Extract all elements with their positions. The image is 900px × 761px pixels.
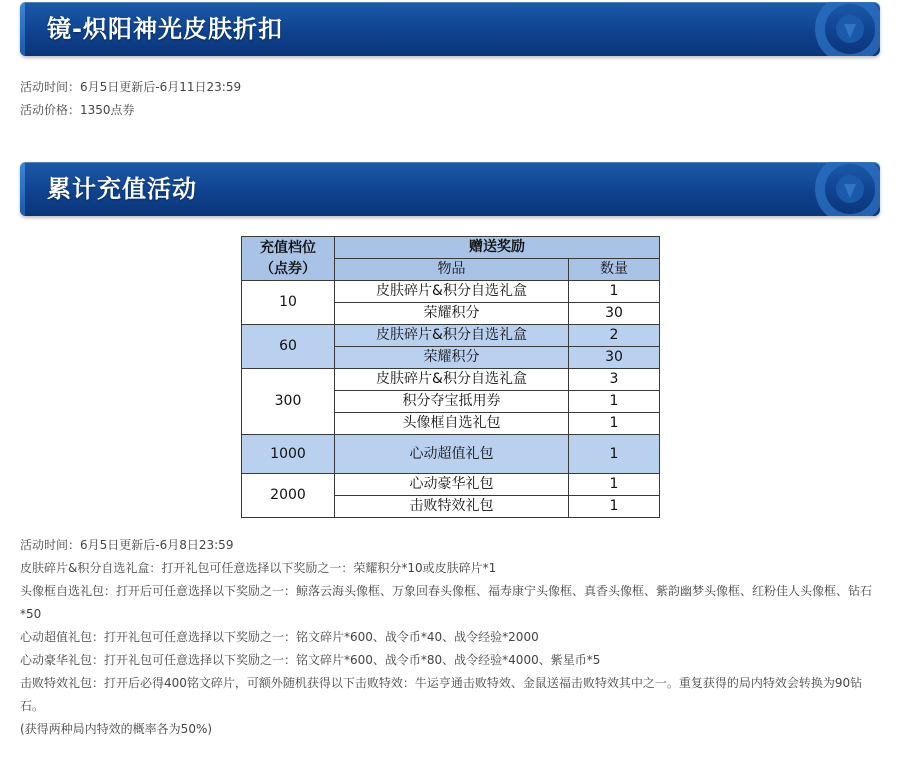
activity-details xyxy=(20,534,882,741)
item-name: 皮肤碎片&积分自选礼盒 xyxy=(335,281,569,303)
item-qty: 1 xyxy=(569,435,660,474)
item-qty: 1 xyxy=(569,496,660,518)
item-name: 心动豪华礼包 xyxy=(335,474,569,496)
details-time: 活动时间：6月5日更新后-6月8日23:59 xyxy=(20,538,234,552)
details-line: 心动豪华礼包：打开礼包可任意选择以下奖励之一：铭文碎片*600、战令币*80、战令经验*4000、紫星币*5 xyxy=(20,653,601,667)
tier-cell: 60 xyxy=(242,325,335,369)
item-qty: 30 xyxy=(569,303,660,325)
item-qty: 1 xyxy=(569,474,660,496)
details-line: 皮肤碎片&积分自选礼盒：打开礼包可任意选择以下奖励之一：荣耀积分*10或皮肤碎片*1 xyxy=(20,561,497,575)
header-tier xyxy=(242,237,335,281)
section-banner-skin-discount xyxy=(20,2,880,56)
tier-cell: 2000 xyxy=(242,474,335,518)
section-title: 累计充值活动 xyxy=(47,175,197,203)
details-line: 击败特效礼包：打开后必得400铭文碎片，可额外随机获得以下击败特效：牛运亨通击败特效、金鼠送福击败特效其中之一。重复获得的局内特效会转换为90钻石。 xyxy=(20,676,863,713)
tier-cell: 300 xyxy=(242,369,335,435)
section-banner-recharge xyxy=(20,162,880,216)
recharge-reward-table xyxy=(241,236,660,518)
activity-time: 活动时间：6月5日更新后-6月11日23:59 xyxy=(20,80,242,94)
item-qty: 1 xyxy=(569,391,660,413)
item-name: 头像框自选礼包 xyxy=(335,413,569,435)
table-row xyxy=(242,474,660,496)
tier-cell: 1000 xyxy=(242,435,335,474)
item-name: 荣耀积分 xyxy=(335,347,569,369)
item-qty: 2 xyxy=(569,325,660,347)
details-line: 头像框自选礼包：打开后可任意选择以下奖励之一：鲸落云海头像框、万象回春头像框、福寿康宁头像框、真香头像框、紫韵幽梦头像框、红粉佳人头像框、钻石*50 xyxy=(20,584,873,621)
table-row xyxy=(242,281,660,303)
item-name: 皮肤碎片&积分自选礼盒 xyxy=(335,369,569,391)
section-title: 镜-炽阳神光皮肤折扣 xyxy=(47,15,283,43)
tier-cell: 10 xyxy=(242,281,335,325)
details-line: 心动超值礼包：打开礼包可任意选择以下奖励之一：铭文碎片*600、战令币*40、战令经验*2000 xyxy=(20,630,539,644)
table-row xyxy=(242,325,660,347)
item-name: 皮肤碎片&积分自选礼盒 xyxy=(335,325,569,347)
header-qty: 数量 xyxy=(569,259,660,281)
header-item: 物品 xyxy=(335,259,569,281)
activity-price: 活动价格：1350点券 xyxy=(20,103,135,117)
item-name: 心动超值礼包 xyxy=(335,435,569,474)
details-note: (获得两种局内特效的概率各为50%) xyxy=(20,722,213,736)
item-qty: 1 xyxy=(569,413,660,435)
item-name: 击败特效礼包 xyxy=(335,496,569,518)
table-row xyxy=(242,369,660,391)
table-row xyxy=(242,435,660,474)
header-reward: 赠送奖励 xyxy=(335,237,660,259)
item-name: 积分夺宝抵用券 xyxy=(335,391,569,413)
item-qty: 30 xyxy=(569,347,660,369)
emblem-icon xyxy=(810,2,880,56)
item-qty: 3 xyxy=(569,369,660,391)
emblem-icon xyxy=(810,162,880,216)
item-qty: 1 xyxy=(569,281,660,303)
item-name: 荣耀积分 xyxy=(335,303,569,325)
header-tier-unit: （点券） xyxy=(260,260,316,277)
header-tier-label: 充值档位 xyxy=(260,239,316,256)
